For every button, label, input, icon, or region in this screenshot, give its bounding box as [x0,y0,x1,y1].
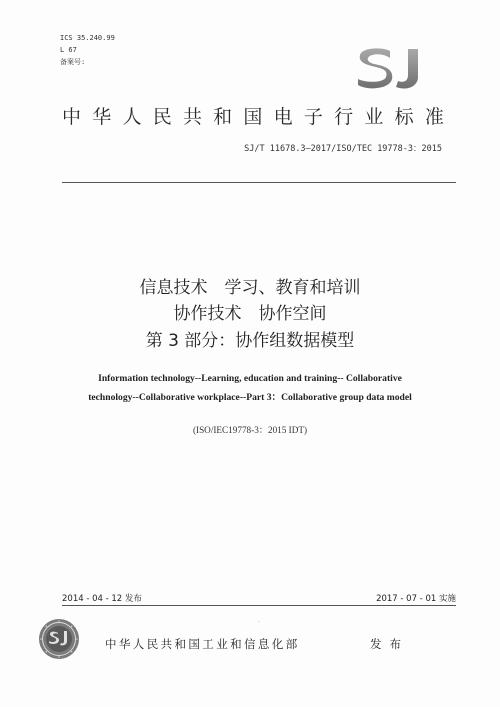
equivalence-statement: (ISO/IEC19778-3：2015 IDT) [192,425,308,435]
chinese-title-line-1: 信息技术 学习、教育和培训 [139,278,361,298]
standard-type-char: 中 [62,106,82,128]
footer-divider [62,605,456,606]
chinese-title-line-3: 第 3 部分：协作组数据模型 [145,331,355,351]
classification-block [60,32,115,68]
english-title-line-2: technology--Collaborative workplace--Part 3：Collaborative group data model [88,392,412,403]
english-title-line-1: Information technology--Learning, education and training-- Collaborative [98,373,402,384]
chinese-title-line-2: 协作技术 协作空间 [173,304,327,324]
standard-type-char: 子 [303,106,323,128]
standard-type-char: 国 [243,106,263,128]
standard-type-char: 标 [394,106,414,128]
filing-number-label: 备案号: [60,58,86,66]
standard-type-char: 准 [424,106,444,128]
issue-date: 2014 - 04 - 12 发布 [62,594,142,604]
standard-type-char: 共 [182,106,202,128]
standard-number: SJ/T 11678.3—2017/ISO/TEC 19778-3：2015 [244,144,442,154]
scan-mark: · [258,619,260,626]
standard-type-heading [62,102,444,129]
standard-type-char: 和 [213,106,233,128]
sj-logo-icon [354,45,434,91]
standard-type-char: 业 [364,106,384,128]
ics-code: ICS 35.240.99 [60,34,115,42]
implementation-date: 2017 - 07 - 01 实施 [376,594,456,604]
standard-type-char: 人 [122,106,142,128]
ministry-seal-icon [38,618,80,660]
standard-type-char: 华 [92,106,112,128]
issuing-authority: 中华人民共和国工业和信息化部 [105,637,300,651]
standard-type-char: 民 [152,106,172,128]
issue-label: 发布 [370,637,409,651]
standard-type-char: 电 [273,106,293,128]
standard-type-char: 行 [334,106,354,128]
class-code: L 67 [60,46,77,54]
header-divider [62,182,456,183]
